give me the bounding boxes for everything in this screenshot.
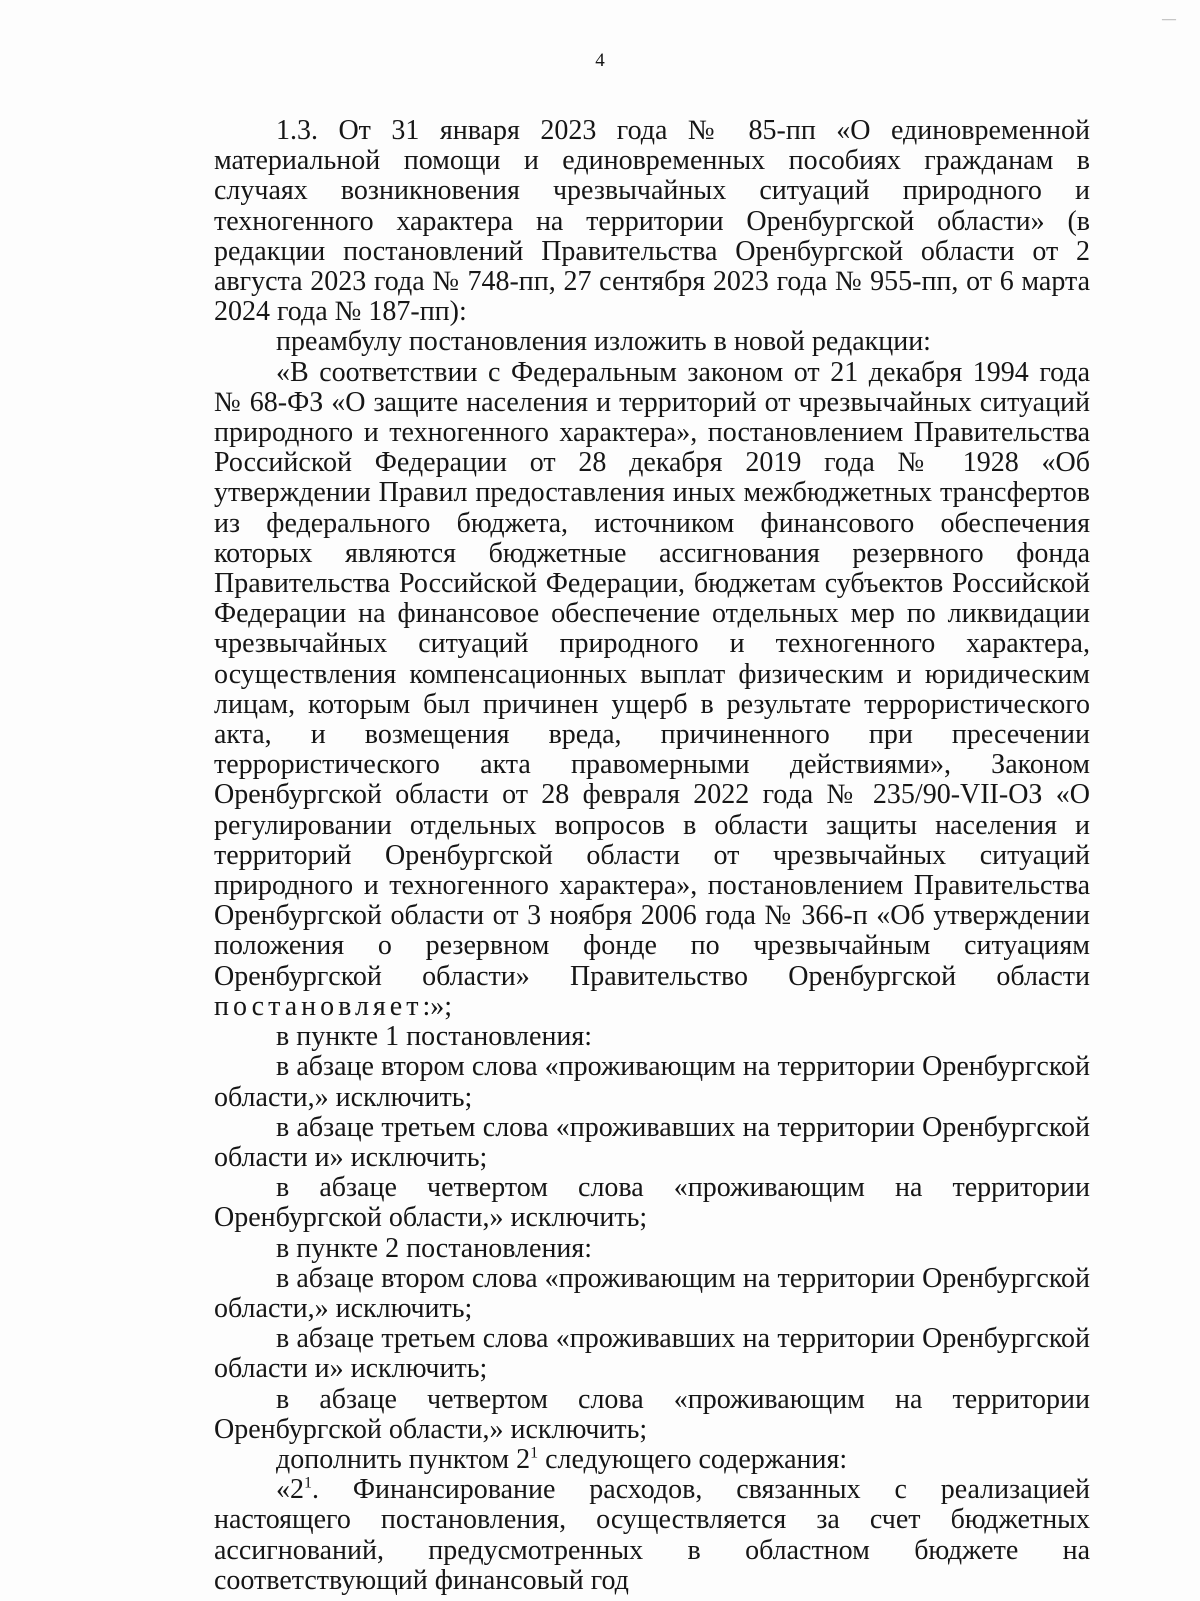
add-point-text: дополнить пунктом 2 <box>276 1443 531 1475</box>
paragraph-point-2-abzac-3: в абзаце третьем слова «проживавших на территории Оренбургской области и» исключить; <box>214 1323 1090 1385</box>
paragraph-point-1-abzac-3: в абзаце третьем слова «проживавших на территории Оренбургской области и» исключить; <box>214 1111 1090 1173</box>
paragraph-point-1-abzac-2: в абзаце втором слова «проживающим на территории Оренбургской области,» исключить; <box>214 1051 1090 1113</box>
paragraph-point-2-1 <box>214 1475 1090 1596</box>
document-body <box>214 116 1090 1596</box>
paragraph-point-1-heading: в пункте 1 постановления: <box>276 1021 593 1053</box>
paragraph-point-2-abzac-4: в абзаце четвертом слова «проживающим на территории Оренбургской области,» исключить; <box>214 1383 1090 1445</box>
paragraph-point-1-abzac-4: в абзаце четвертом слова «проживающим на территории Оренбургской области,» исключить; <box>214 1172 1090 1234</box>
scan-corner-mark: — <box>1162 12 1176 27</box>
paragraph-point-2-abzac-2: в абзаце втором слова «проживающим на территории Оренбургской области,» исключить; <box>214 1262 1090 1324</box>
point-2-1-text: . Финансирование расходов, связанных с реализацией настоящего постановления, осуществляется за счет бюджетных ассигнований, предусмотренных в областном бюджете на соответствующий финансовый год <box>214 1474 1090 1596</box>
page-number: 4 <box>595 50 605 71</box>
add-point-superscript: 1 <box>530 1444 539 1462</box>
paragraph-preamble-text <box>214 358 1090 1022</box>
add-point-tail: следующего содержания: <box>538 1443 848 1475</box>
paragraph-preamble-intro: преамбулу постановления изложить в новой редакции: <box>276 326 931 358</box>
paragraph-add-point <box>214 1445 1090 1475</box>
preamble-text: «В соответствии с Федеральным законом от 21 декабря 1994 года № 68-ФЗ «О защите населения и территорий от чрезвычайных ситуаций природного и техногенного характера», постановлением Правительства Российской Федерации от 28 декабря 2019 года № 1928 «Об утверждении Правил предоставления иных межбюджетных трансфертов из федерального бюджета, источником финансового обеспечения которых являются бюджетные ассигнования резервного фонда Правительства Российской Федерации, бюджетам субъектов Российской Федерации на финансовое обеспечение отдельных мер по ликвидации чрезвычайных ситуаций природного и техногенного характера, осуществления компенсационных выплат физическим и юридическим лицам, которым был причинен ущерб в результате террористического акта, и возмещения вреда, причиненного при пресечении террористического акта правомерными действиями», Законом Оренбургской области от 28 февраля 2022 года № 235/90-VII-ОЗ «О регулировании отдельных вопросов в области защиты населения и территорий Оренбургской области от чрезвычайных ситуаций природного и техногенного характера», постановлением Правительства Оренбургской области от 3 ноября 2006 года № 366-п «Об утверждении положения о резервном фонде по чрезвычайным ситуациям Оренбургской области» Правительство Оренбургской области <box>214 356 1090 992</box>
point-2-1-start: «2 <box>276 1474 304 1506</box>
paragraph-point-2-heading: в пункте 2 постановления: <box>276 1232 593 1264</box>
preamble-spaced-word: постановляет <box>214 990 423 1022</box>
preamble-tail: :»; <box>422 990 453 1022</box>
paragraph-item-1-3: 1.3. От 31 января 2023 года № 85-пп «О единовременной материальной помощи и единовременных пособиях гражданам в случаях возникновения чрезвычайных ситуаций природного и техногенного характера на территории Оренбургской области» (в редакции постановлений Правительства Оренбургской области от 2 августа 2023 года № 748-пп, 27 сентября 2023 года № 955-пп, от 6 марта 2024 года № 187-пп): <box>214 115 1090 328</box>
point-2-1-superscript: 1 <box>304 1474 312 1492</box>
